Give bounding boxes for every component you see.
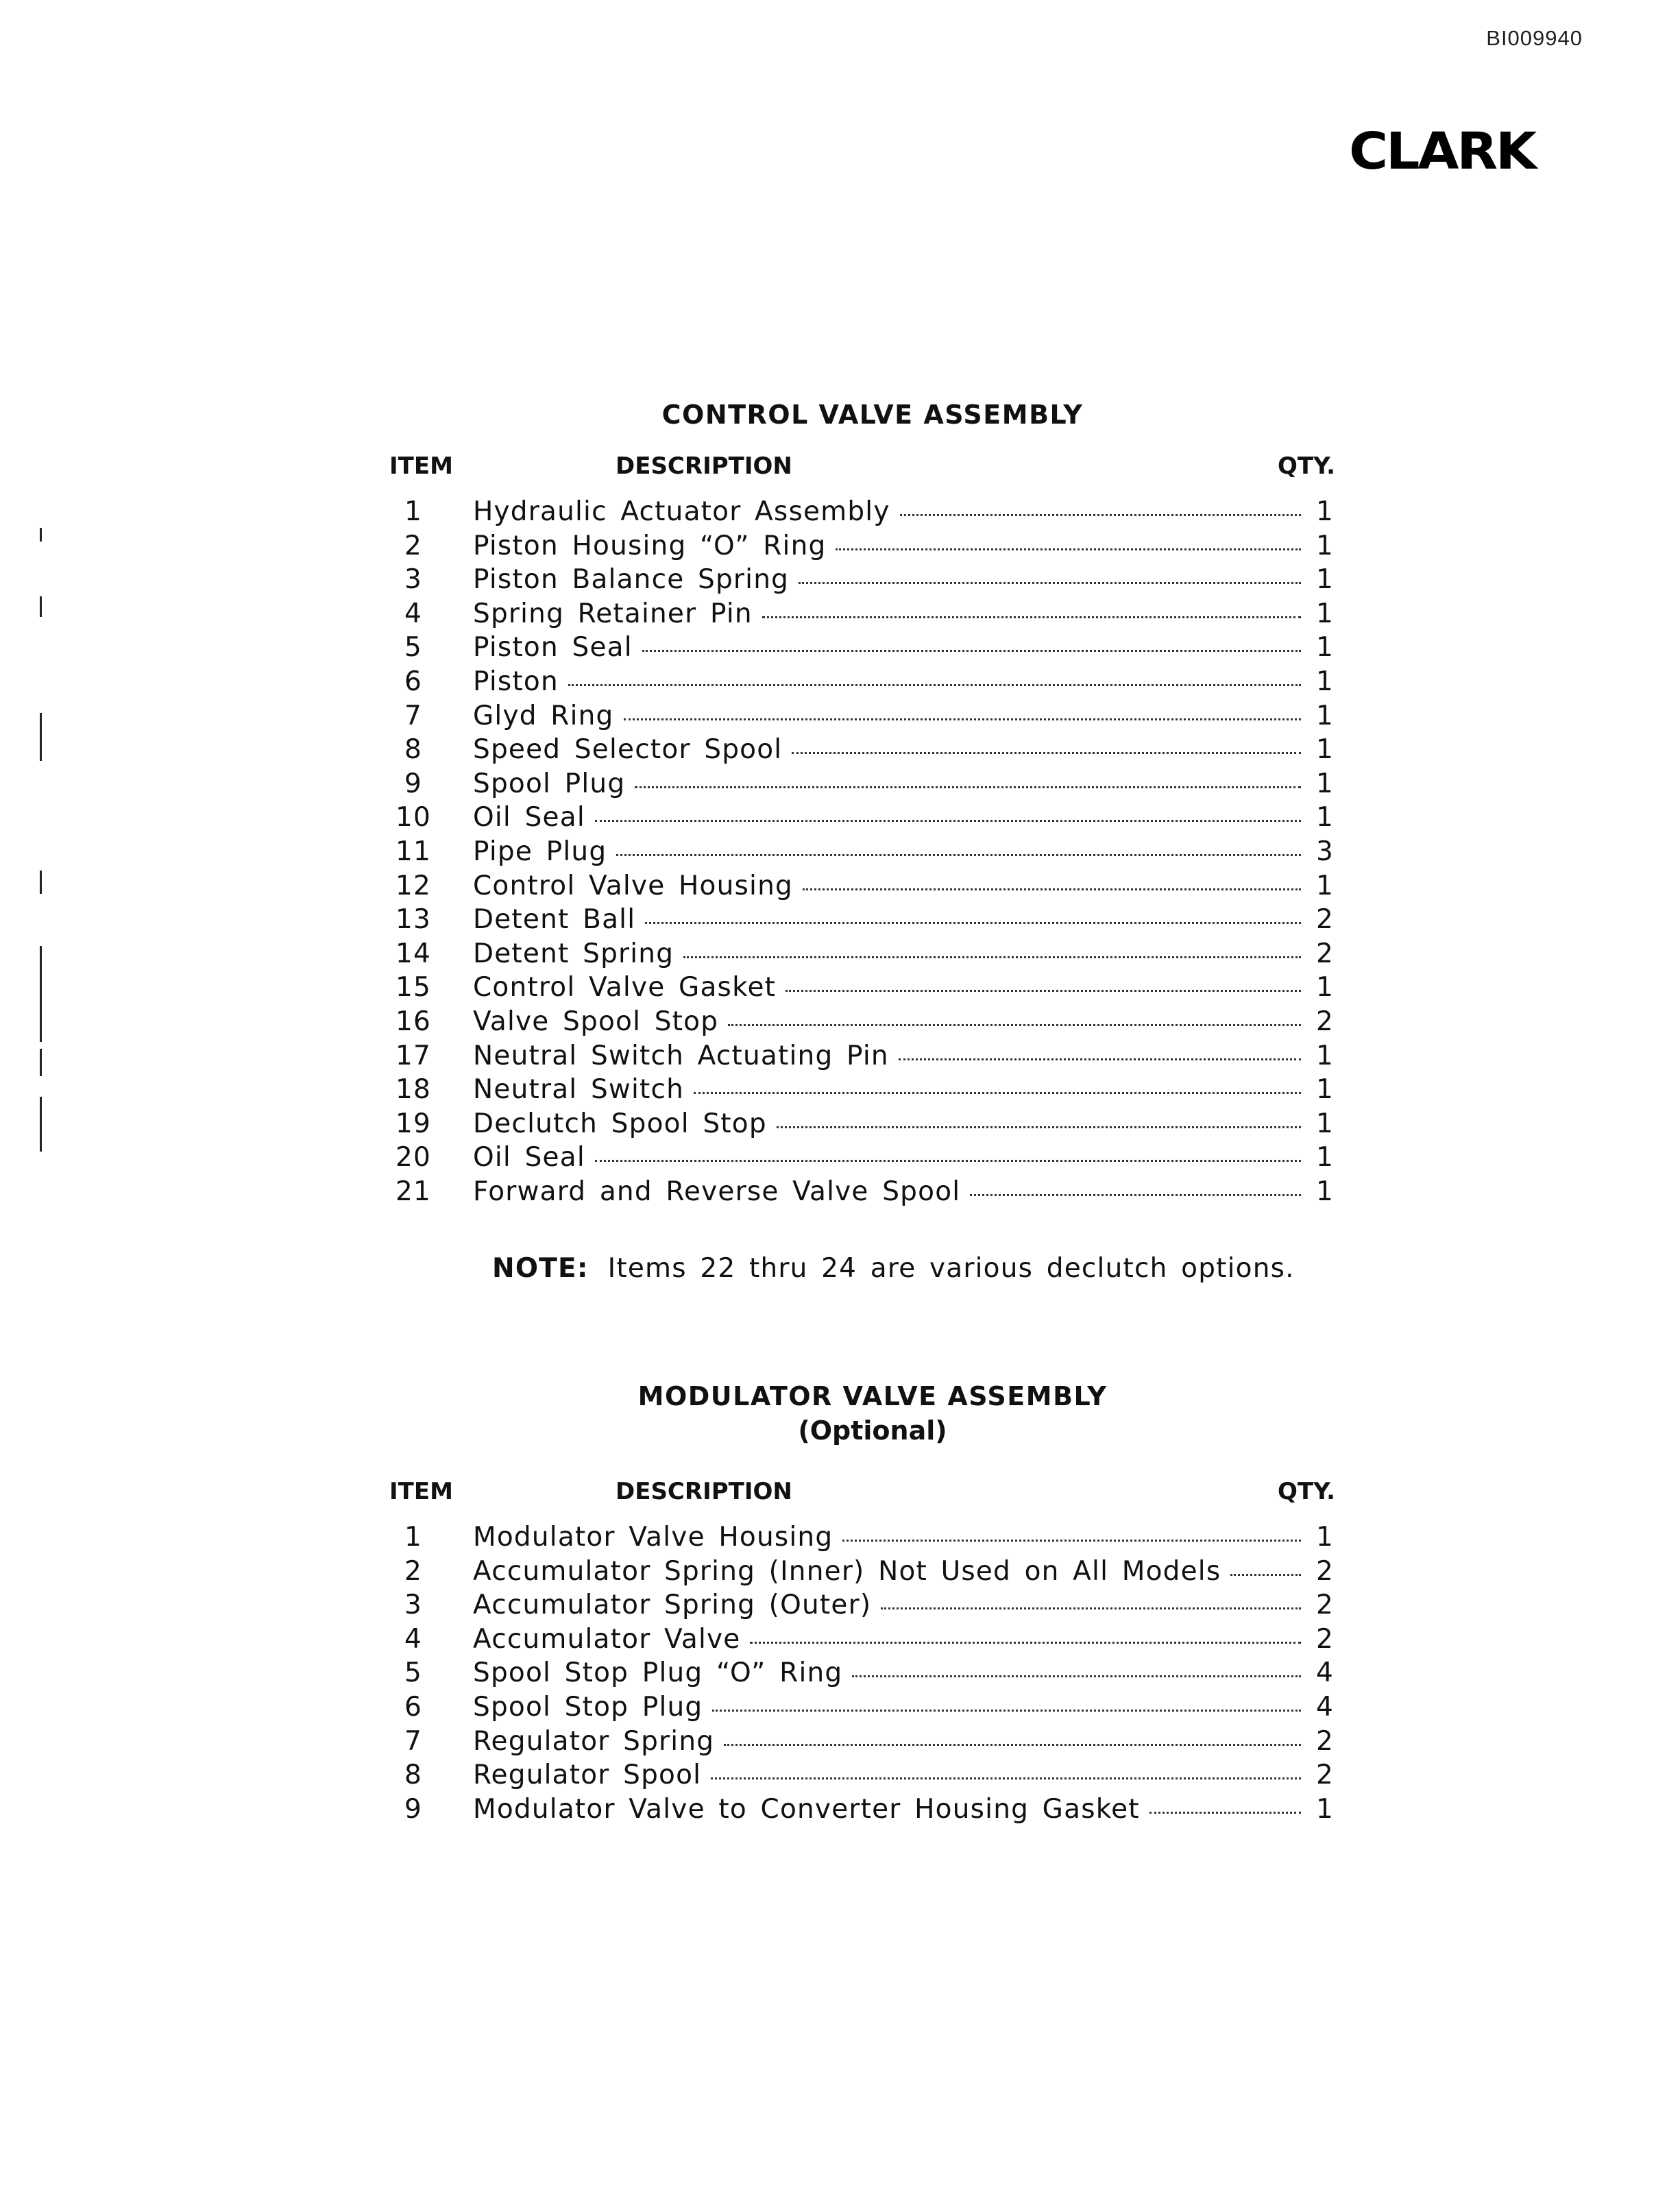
part-quantity: 1 bbox=[1315, 972, 1334, 1004]
part-quantity: 2 bbox=[1315, 1760, 1334, 1791]
part-description: Spring Retainer Pin bbox=[473, 598, 753, 629]
part-row bbox=[389, 1792, 1335, 1827]
part-quantity: 1 bbox=[1315, 632, 1334, 664]
part-leader bbox=[473, 631, 1335, 665]
header-description: DESCRIPTION bbox=[616, 1478, 792, 1505]
dot-leader bbox=[683, 956, 1301, 958]
part-leader bbox=[473, 1107, 1335, 1141]
part-item-number: 8 bbox=[404, 734, 422, 766]
dot-leader bbox=[750, 1642, 1301, 1644]
part-description: Oil Seal bbox=[473, 1142, 585, 1174]
part-quantity: 1 bbox=[1315, 734, 1334, 766]
part-quantity: 4 bbox=[1315, 1691, 1334, 1723]
part-quantity: 1 bbox=[1315, 768, 1334, 799]
part-item-number: 5 bbox=[404, 1657, 422, 1689]
dot-leader bbox=[852, 1675, 1301, 1677]
part-quantity: 1 bbox=[1315, 1176, 1334, 1207]
part-leader bbox=[473, 1622, 1335, 1657]
dot-leader bbox=[899, 1058, 1301, 1060]
part-item-number: 7 bbox=[404, 700, 422, 731]
part-leader bbox=[473, 733, 1335, 767]
part-quantity: 3 bbox=[1315, 836, 1334, 867]
part-item-number: 11 bbox=[395, 836, 432, 867]
part-item-number: 21 bbox=[395, 1176, 432, 1207]
clark-logo: CLARK bbox=[1349, 122, 1535, 181]
part-row bbox=[389, 1758, 1335, 1792]
part-description: Piston Housing “O” Ring bbox=[473, 530, 827, 561]
part-leader bbox=[473, 1175, 1335, 1209]
part-leader bbox=[473, 665, 1335, 699]
part-quantity: 1 bbox=[1315, 802, 1334, 834]
part-description: Control Valve Housing bbox=[473, 870, 793, 901]
part-item-number: 7 bbox=[404, 1725, 422, 1757]
note-text: Items 22 thru 24 are various declutch options. bbox=[607, 1253, 1295, 1284]
part-description: Glyd Ring bbox=[473, 700, 614, 731]
dot-leader bbox=[803, 888, 1301, 890]
control-valve-title: CONTROL VALVE ASSEMBLY bbox=[661, 400, 1084, 430]
part-description: Piston bbox=[473, 666, 559, 697]
part-quantity: 2 bbox=[1315, 1725, 1334, 1757]
part-item-number: 5 bbox=[404, 632, 422, 664]
part-row bbox=[389, 1555, 1335, 1589]
dot-leader bbox=[1230, 1574, 1301, 1576]
dot-leader bbox=[595, 1160, 1301, 1162]
part-quantity: 1 bbox=[1315, 530, 1334, 561]
part-quantity: 1 bbox=[1315, 1793, 1334, 1825]
modulator-valve-parts-list bbox=[389, 1520, 1335, 1826]
part-item-number: 1 bbox=[404, 1522, 422, 1553]
part-item-number: 2 bbox=[404, 1555, 422, 1587]
part-quantity: 1 bbox=[1315, 1142, 1334, 1174]
dot-leader bbox=[568, 684, 1301, 686]
scan-margin-mark bbox=[40, 946, 42, 1042]
part-item-number: 4 bbox=[404, 1623, 422, 1655]
part-row bbox=[389, 1107, 1335, 1141]
part-item-number: 16 bbox=[395, 1006, 432, 1037]
part-leader bbox=[473, 1555, 1335, 1589]
part-description: Modulator Valve Housing bbox=[473, 1522, 833, 1553]
part-description: Spool Stop Plug bbox=[473, 1691, 703, 1723]
part-description: Oil Seal bbox=[473, 802, 585, 834]
dot-leader bbox=[711, 1777, 1301, 1779]
part-row bbox=[389, 733, 1335, 767]
part-description: Pipe Plug bbox=[473, 836, 607, 867]
part-row bbox=[389, 1725, 1335, 1759]
part-description: Hydraulic Actuator Assembly bbox=[473, 496, 890, 527]
part-row bbox=[389, 1039, 1335, 1073]
part-description: Piston Seal bbox=[473, 632, 633, 664]
part-description: Regulator Spring bbox=[473, 1725, 715, 1757]
part-item-number: 13 bbox=[395, 904, 432, 936]
part-leader bbox=[473, 971, 1335, 1005]
control-valve-parts-list bbox=[389, 495, 1335, 1208]
modulator-valve-subtitle: (Optional) bbox=[798, 1415, 947, 1446]
part-row bbox=[389, 971, 1335, 1005]
dot-leader bbox=[712, 1710, 1301, 1712]
part-leader bbox=[473, 869, 1335, 903]
part-row bbox=[389, 1656, 1335, 1690]
part-leader bbox=[473, 529, 1335, 563]
dot-leader bbox=[792, 752, 1301, 754]
part-item-number: 10 bbox=[395, 802, 432, 834]
header-qty: QTY. bbox=[1277, 1478, 1335, 1505]
part-leader bbox=[473, 1073, 1335, 1107]
dot-leader bbox=[642, 650, 1301, 652]
part-description: Forward and Reverse Valve Spool bbox=[473, 1176, 961, 1207]
part-row bbox=[389, 665, 1335, 699]
part-item-number: 9 bbox=[404, 768, 422, 799]
part-quantity: 1 bbox=[1315, 1108, 1334, 1139]
part-row bbox=[389, 1622, 1335, 1657]
part-quantity: 2 bbox=[1315, 1006, 1334, 1037]
part-row bbox=[389, 1175, 1335, 1209]
part-leader bbox=[473, 1520, 1335, 1555]
part-quantity: 1 bbox=[1315, 564, 1334, 596]
part-quantity: 1 bbox=[1315, 1522, 1334, 1553]
part-quantity: 1 bbox=[1315, 496, 1334, 527]
part-leader bbox=[473, 1039, 1335, 1073]
part-description: Declutch Spool Stop bbox=[473, 1108, 767, 1139]
control-valve-header bbox=[389, 452, 1335, 487]
dot-leader bbox=[645, 922, 1301, 924]
part-quantity: 2 bbox=[1315, 1590, 1334, 1621]
part-leader bbox=[473, 1588, 1335, 1622]
modulator-valve-title: MODULATOR VALVE ASSEMBLY bbox=[637, 1381, 1108, 1411]
part-leader bbox=[473, 699, 1335, 733]
scan-margin-mark bbox=[40, 713, 42, 761]
dot-leader bbox=[970, 1194, 1301, 1196]
part-item-number: 9 bbox=[404, 1793, 422, 1825]
part-row bbox=[389, 835, 1335, 869]
part-row bbox=[389, 767, 1335, 801]
part-item-number: 15 bbox=[395, 972, 432, 1004]
part-row bbox=[389, 597, 1335, 631]
part-description: Detent Ball bbox=[473, 904, 636, 936]
part-description: Neutral Switch bbox=[473, 1074, 685, 1106]
part-item-number: 12 bbox=[395, 870, 432, 901]
part-item-number: 4 bbox=[404, 598, 422, 629]
dot-leader bbox=[842, 1540, 1301, 1542]
part-quantity: 1 bbox=[1315, 870, 1334, 901]
part-item-number: 3 bbox=[404, 1590, 422, 1621]
dot-leader bbox=[694, 1092, 1301, 1094]
part-description: Modulator Valve to Converter Housing Gasket bbox=[473, 1793, 1140, 1825]
part-item-number: 14 bbox=[395, 938, 432, 969]
part-leader bbox=[473, 937, 1335, 971]
part-description: Spool Stop Plug “O” Ring bbox=[473, 1657, 843, 1689]
part-leader bbox=[473, 903, 1335, 937]
part-quantity: 2 bbox=[1315, 1623, 1334, 1655]
part-leader bbox=[473, 597, 1335, 631]
header-item: ITEM bbox=[389, 1478, 453, 1505]
part-quantity: 1 bbox=[1315, 598, 1334, 629]
dot-leader bbox=[836, 548, 1301, 550]
modulator-valve-header bbox=[389, 1478, 1335, 1512]
part-item-number: 19 bbox=[395, 1108, 432, 1139]
part-item-number: 18 bbox=[395, 1074, 432, 1106]
part-description: Piston Balance Spring bbox=[473, 564, 790, 596]
part-item-number: 8 bbox=[404, 1760, 422, 1791]
dot-leader bbox=[799, 582, 1301, 584]
part-row bbox=[389, 563, 1335, 597]
part-leader bbox=[473, 1725, 1335, 1759]
scan-margin-mark bbox=[40, 871, 42, 894]
part-leader bbox=[473, 835, 1335, 869]
dot-leader bbox=[881, 1607, 1301, 1609]
header-qty: QTY. bbox=[1277, 452, 1335, 480]
dot-leader bbox=[786, 990, 1301, 992]
part-leader bbox=[473, 1758, 1335, 1792]
part-leader bbox=[473, 801, 1335, 835]
part-description: Accumulator Valve bbox=[473, 1623, 741, 1655]
part-description: Accumulator Spring (Inner) Not Used on All Models bbox=[473, 1555, 1221, 1587]
part-row bbox=[389, 1690, 1335, 1725]
part-leader bbox=[473, 1690, 1335, 1725]
dot-leader bbox=[616, 854, 1301, 856]
scan-margin-mark bbox=[40, 1097, 42, 1152]
part-description: Accumulator Spring (Outer) bbox=[473, 1590, 872, 1621]
declutch-note bbox=[492, 1253, 1295, 1284]
part-description: Neutral Switch Actuating Pin bbox=[473, 1040, 889, 1071]
part-row bbox=[389, 1141, 1335, 1175]
dot-leader bbox=[1149, 1812, 1301, 1814]
part-item-number: 20 bbox=[395, 1142, 432, 1174]
part-row bbox=[389, 869, 1335, 903]
dot-leader bbox=[762, 616, 1301, 618]
part-leader bbox=[473, 1792, 1335, 1827]
part-quantity: 4 bbox=[1315, 1657, 1334, 1689]
part-row bbox=[389, 937, 1335, 971]
part-quantity: 2 bbox=[1315, 938, 1334, 969]
part-quantity: 2 bbox=[1315, 1555, 1334, 1587]
part-leader bbox=[473, 767, 1335, 801]
part-item-number: 3 bbox=[404, 564, 422, 596]
part-leader bbox=[473, 1005, 1335, 1039]
part-row bbox=[389, 1073, 1335, 1107]
scan-margin-mark bbox=[40, 596, 42, 617]
control-valve-section bbox=[389, 398, 1335, 1208]
part-description: Speed Selector Spool bbox=[473, 734, 783, 766]
part-leader bbox=[473, 1656, 1335, 1690]
part-row bbox=[389, 495, 1335, 529]
part-quantity: 1 bbox=[1315, 700, 1334, 731]
part-description: Detent Spring bbox=[473, 938, 674, 969]
header-description: DESCRIPTION bbox=[616, 452, 792, 480]
part-leader bbox=[473, 1141, 1335, 1175]
part-row bbox=[389, 1005, 1335, 1039]
part-item-number: 17 bbox=[395, 1040, 432, 1071]
note-label: NOTE: bbox=[492, 1253, 589, 1284]
part-row bbox=[389, 699, 1335, 733]
part-item-number: 6 bbox=[404, 666, 422, 697]
part-leader bbox=[473, 563, 1335, 597]
document-id: BI009940 bbox=[1486, 26, 1583, 50]
modulator-valve-section bbox=[389, 1379, 1335, 1826]
part-quantity: 1 bbox=[1315, 1074, 1334, 1106]
part-row bbox=[389, 631, 1335, 665]
part-item-number: 2 bbox=[404, 530, 422, 561]
part-description: Valve Spool Stop bbox=[473, 1006, 719, 1037]
header-item: ITEM bbox=[389, 452, 453, 480]
dot-leader bbox=[624, 718, 1302, 720]
part-row bbox=[389, 903, 1335, 937]
scan-margin-mark bbox=[40, 1049, 42, 1076]
part-row bbox=[389, 1520, 1335, 1555]
part-description: Spool Plug bbox=[473, 768, 626, 799]
scan-margin-mark bbox=[40, 528, 42, 542]
part-description: Control Valve Gasket bbox=[473, 972, 777, 1004]
dot-leader bbox=[728, 1024, 1301, 1026]
part-row bbox=[389, 529, 1335, 563]
part-quantity: 1 bbox=[1315, 666, 1334, 697]
part-description: Regulator Spool bbox=[473, 1760, 702, 1791]
part-row bbox=[389, 801, 1335, 835]
part-leader bbox=[473, 495, 1335, 529]
dot-leader bbox=[635, 786, 1301, 788]
dot-leader bbox=[777, 1126, 1301, 1128]
dot-leader bbox=[724, 1744, 1301, 1746]
part-row bbox=[389, 1588, 1335, 1622]
part-quantity: 2 bbox=[1315, 904, 1334, 936]
part-item-number: 6 bbox=[404, 1691, 422, 1723]
part-quantity: 1 bbox=[1315, 1040, 1334, 1071]
part-item-number: 1 bbox=[404, 496, 422, 527]
dot-leader bbox=[595, 820, 1301, 822]
dot-leader bbox=[900, 514, 1301, 516]
